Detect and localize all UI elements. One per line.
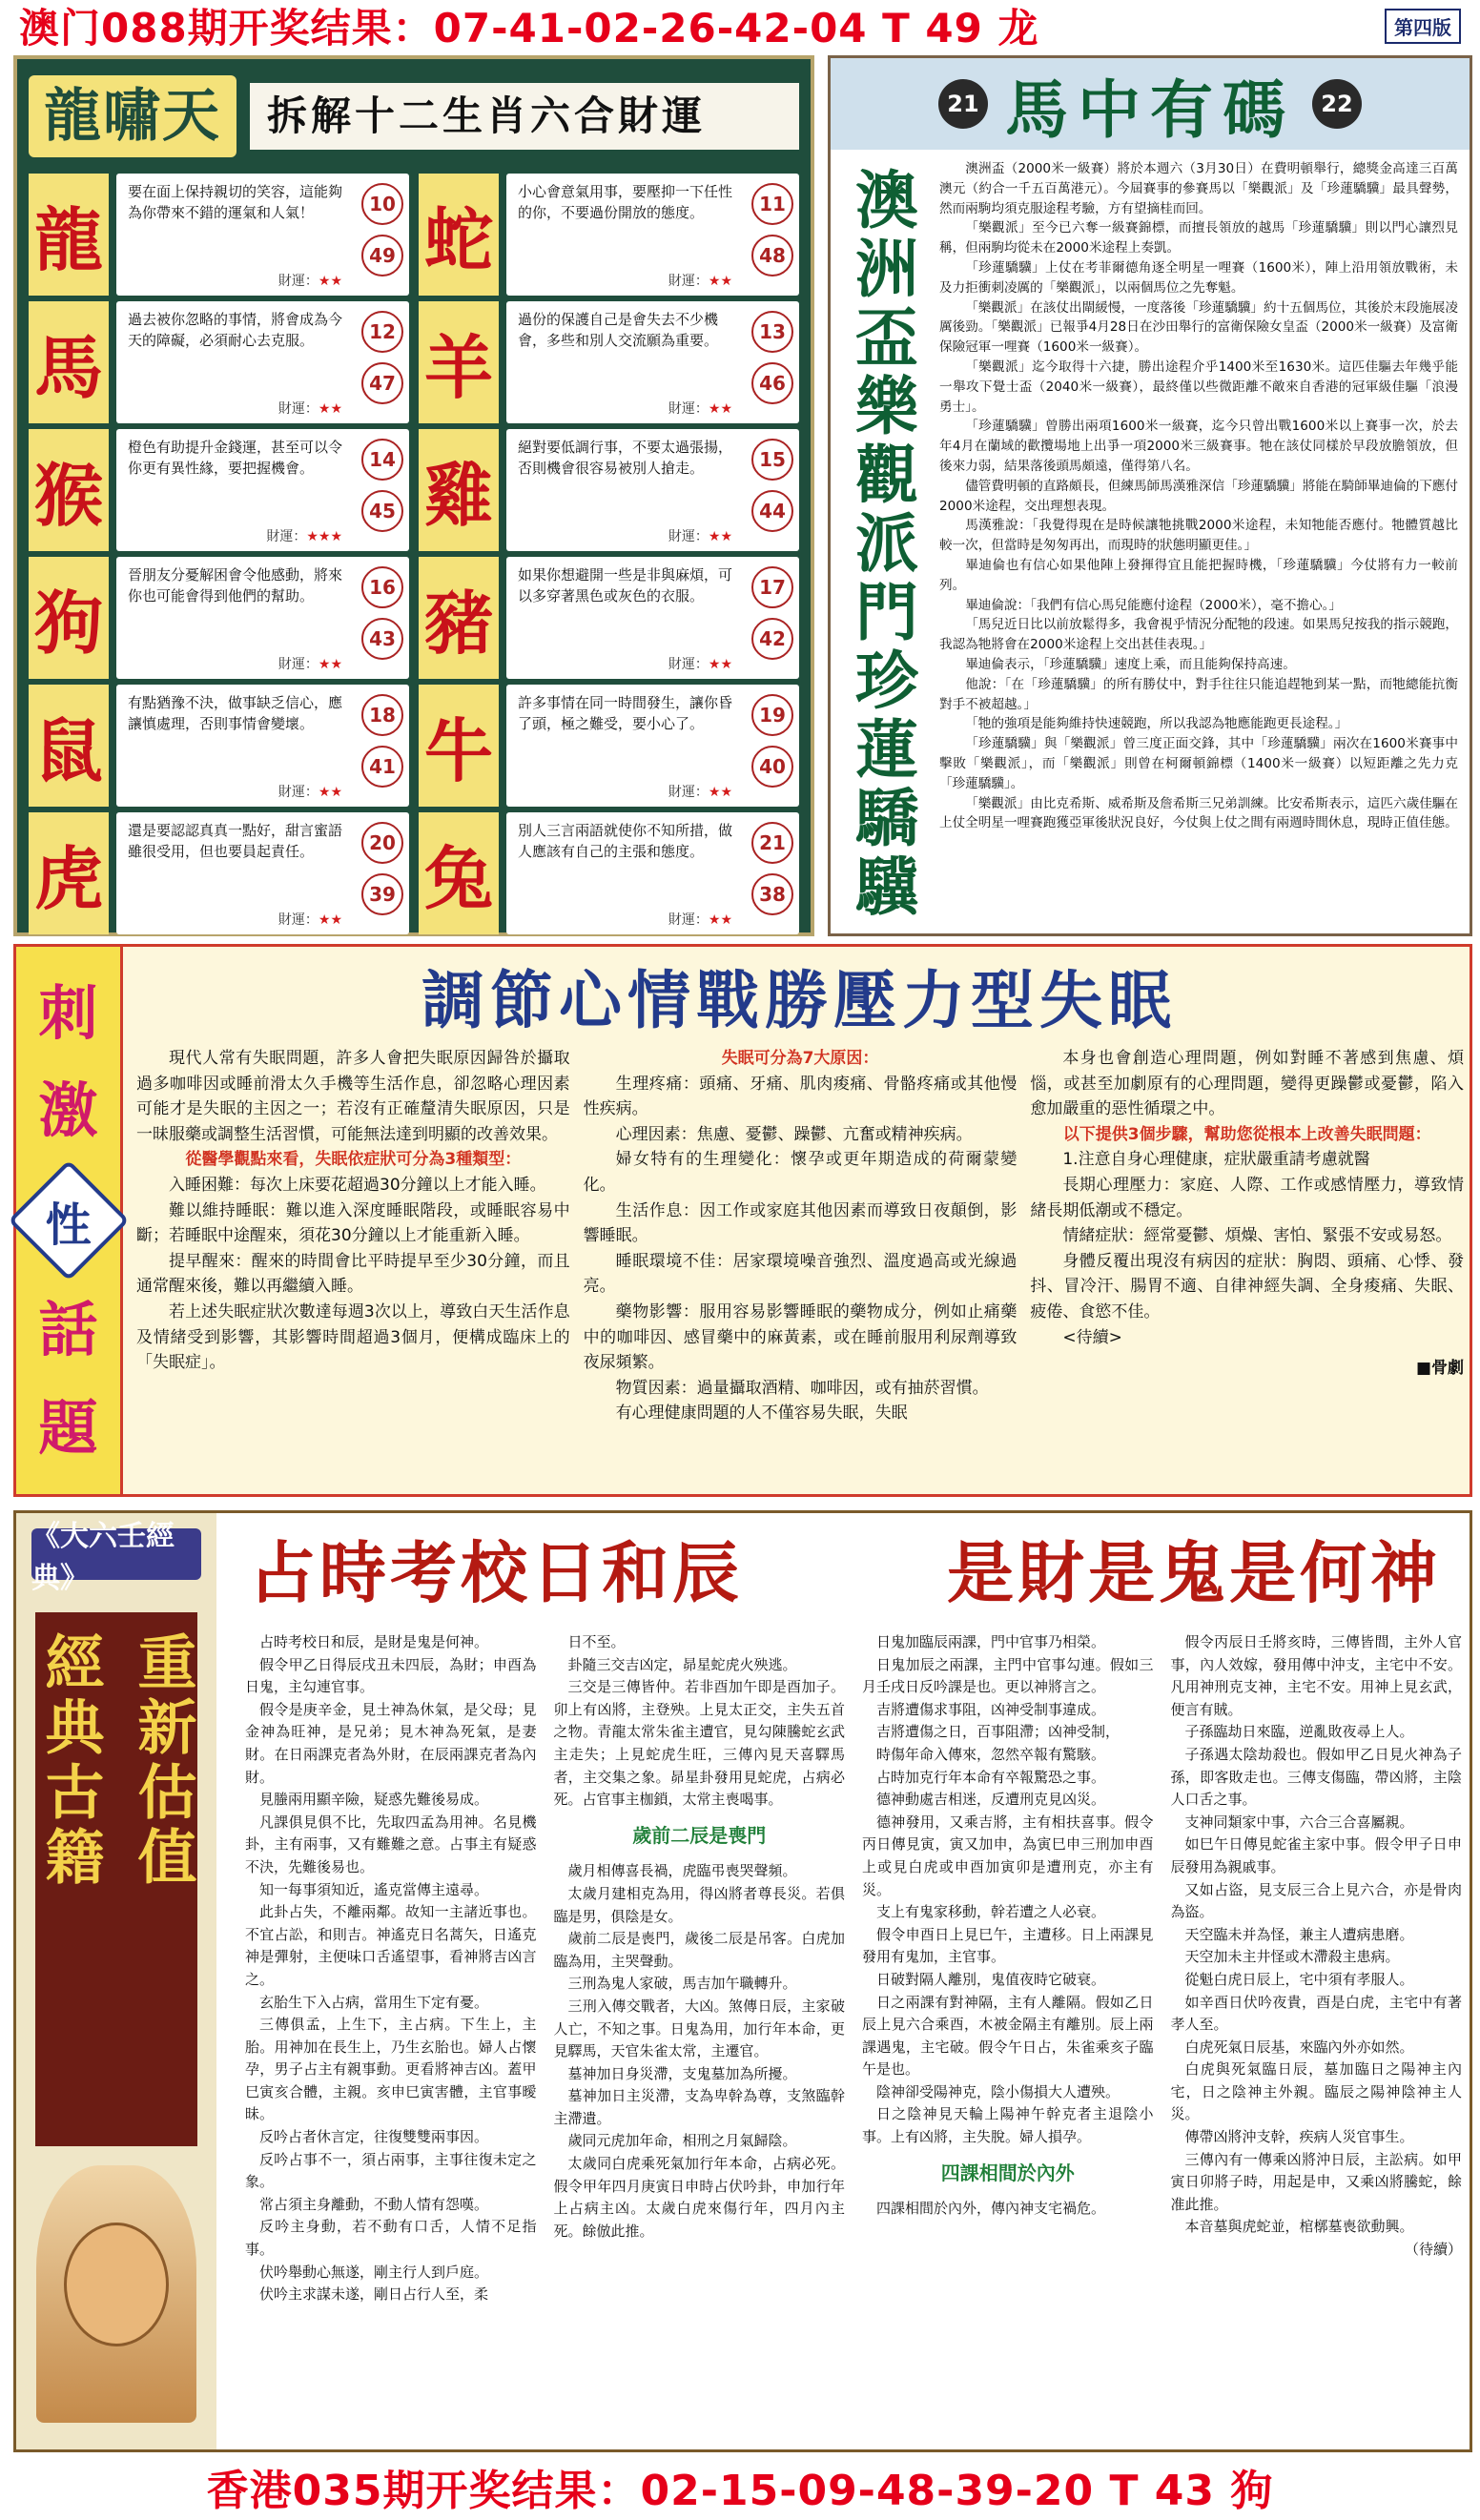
article-paragraph: 支神同類家中事，六合三合喜屬親。 <box>1184 1813 1414 1831</box>
wealth-stars: ★★★ <box>306 529 342 544</box>
lucky-numbers <box>751 822 793 915</box>
article-paragraph: 德神發用，又乘吉將，主有相扶喜事。假令丙日傳見寅，寅又加申，為寅巳申三刑加申酉上或見白虎或申酉加寅卯是遭刑克，亦主有災。 <box>862 1813 1154 1898</box>
article-paragraph: 反吟占事不一，須占兩事，主事往復未定之象。 <box>245 2150 537 2191</box>
wealth-label: 財運： <box>278 274 319 289</box>
topic-badge <box>8 1159 129 1280</box>
wealth-label: 財運： <box>668 657 709 672</box>
zodiac-advice: 許多事情在同一時間發生，讓你昏了頭，極之難受，要小心了。 <box>518 694 733 732</box>
zodiac-sign: 羊 <box>419 301 499 423</box>
article-paragraph: 難以維持睡眠：難以進入深度睡眠階段，或睡眠容易中斷；若睡眠中途醒來，須花30分鐘以上才能重新入睡。 <box>136 1200 570 1246</box>
lucky-numbers <box>751 311 793 404</box>
article-paragraph: 如巳午日傳見蛇雀主家中事。假令甲子日申辰發用為親戚事。 <box>1170 1835 1462 1875</box>
lucky-number: 39 <box>361 873 403 915</box>
lucky-numbers <box>361 694 403 788</box>
wealth-stars: ★★ <box>318 274 342 289</box>
wealth-label: 財運： <box>668 401 709 417</box>
lucky-number: 41 <box>361 746 403 788</box>
insomnia-headline <box>136 953 1462 1036</box>
article-paragraph: 澳洲盃（2000米一級賽）將於本週六（3月30日）在費明頓舉行，總獎金高達三百萬澳元（約合一千五百萬港元）。今屆賽事的參賽馬以「樂觀派」及「珍蓮驕驥」最具聲勢，然而兩駒均須克服途程考驗，方有望摘桂而回。 <box>939 161 1458 216</box>
bottom-banner <box>0 2458 1480 2515</box>
wealth-stars: ★★ <box>318 657 342 672</box>
zodiac-cell <box>419 429 799 551</box>
article-paragraph: <待續> <box>1062 1327 1122 1347</box>
article-paragraph: 藥物影響：服用容易影響睡眠的藥物成分，例如止痛藥中的咖啡因、感冒藥中的麻黃素，或在睡前服用利尿劑導致夜尿頻繁。 <box>583 1301 1018 1373</box>
article-paragraph: 三傳內有一傳乘凶將沖日辰，主訟病。如甲寅日卯將子時，用起是申，又乘凶將騰蛇，餘准此推。 <box>1170 2150 1462 2213</box>
article-paragraph: 歲前二辰是喪門，歲後二辰是吊客。白虎加臨為用，主哭聲動。 <box>553 1930 845 1970</box>
article-paragraph: 天空加未主井怪或木滯殺主患病。 <box>1184 1948 1400 1966</box>
article-paragraph: 日鬼加臨辰兩課，門中官事乃相榮。 <box>876 1633 1106 1650</box>
article-paragraph: 凡課俱見俱不比，先取四孟為用神。名見機卦，主有兩事，又有難難之意。占事主有疑惑不決，先難後易也。 <box>245 1813 537 1875</box>
article-paragraph: 畢迪倫也有信心如果他陣上發揮得宜且能把握時機，「珍蓮驕驥」今仗將有力一較前列。 <box>939 557 1458 593</box>
zodiac-fortune-box <box>506 429 799 551</box>
lucky-numbers <box>361 439 403 532</box>
zodiac-fortune-box <box>116 174 409 296</box>
wealth-stars: ★★ <box>708 529 732 544</box>
article-paragraph: 「樂觀派」至今已六奪一級賽錦標，而擅長領放的越馬「珍蓮驕驥」則以門心讓烈見稱，但兩駒均從未在2000米途程上奏凱。 <box>939 220 1458 256</box>
wealth-label: 財運： <box>266 529 307 544</box>
article-paragraph: 歲月相傳喜長禍，虎臨弔喪哭聲頻。 <box>567 1862 797 1880</box>
article-paragraph: 「馬兒近日比以前放鬆得多，我會視乎情況分配牠的段速。如果馬兒按我的指示競跑，我認為牠將會在2000米途程上交出甚佳表現。」 <box>939 617 1458 653</box>
article-paragraph: 占時考校日和辰，是財是鬼是何神。 <box>259 1633 489 1650</box>
article-paragraph: 四課相間於內外，傳內神支宅禍危。 <box>876 2200 1106 2218</box>
zodiac-cell <box>419 174 799 296</box>
lucky-number: 45 <box>361 490 403 532</box>
edition-label: 第四版 <box>1385 9 1461 44</box>
article-paragraph: 現代人常有失眠問題，許多人會把失眠原因歸咎於攝取過多咖啡因或睡前滑太久手機等生活作息，卻忽略心理因素可能才是失眠的主因之一；若沒有正確釐清失眠原因，只是一昧服藥或調整生活習慣，可能無法達到明顯的改善效果。 <box>136 1049 570 1144</box>
wealth-label: 財運： <box>668 912 709 928</box>
lucky-number: 19 <box>751 694 793 736</box>
zodiac-fortune-box <box>506 685 799 807</box>
article-paragraph: 占時加克行年本命有卒報驚恐之事。 <box>876 1768 1106 1786</box>
zodiac-advice: 如果你想避開一些是非與麻煩，可以多穿著黑色或灰色的衣服。 <box>518 566 733 604</box>
article-paragraph: 生活作息：因工作或家庭其他因素而導致日夜顛倒，影響睡眠。 <box>583 1200 1018 1246</box>
insomnia-column <box>136 1046 570 1486</box>
section-subhead: 四課相間於內外 <box>940 2161 1075 2184</box>
lucky-number: 40 <box>751 746 793 788</box>
wealth-label: 財運： <box>278 785 319 800</box>
lucky-number: 42 <box>751 618 793 660</box>
article-paragraph: 提早醒來：醒來的時間會比平時提早至少30分鐘，而且通常醒來後，難以再繼續入睡。 <box>136 1251 570 1297</box>
page-badge-right: 22 <box>1312 79 1362 129</box>
article-paragraph: 德神動處吉相迷，反遭刑克見凶災。 <box>876 1791 1106 1809</box>
lucky-numbers <box>751 566 793 660</box>
zodiac-sign: 牛 <box>419 685 499 807</box>
article-paragraph: 反吟主身動，若不動有口舌，人情不足指事。 <box>245 2218 537 2259</box>
sage-portrait <box>36 2165 196 2423</box>
article-paragraph: 情緒症狀：經常憂鬱、煩燥、害怕、緊張不安或易怒。 <box>1062 1226 1452 1246</box>
article-paragraph: 儘管費明頓的直路頗長，但練馬師馬漢雅深信「珍蓮驕驥」將能在騎師畢迪倫的下應付2000米途程，交出理想表現。 <box>939 478 1458 514</box>
article-paragraph: 卦隨三交吉凶定，昴星蛇虎火殃逃。 <box>567 1655 797 1673</box>
article-paragraph: 傳帶凶將沖支幹，疾病人災官事生。 <box>1184 2128 1414 2146</box>
zodiac-sign: 虎 <box>29 812 109 934</box>
article-paragraph: 物質因素：過量攝取酒精、咖啡因，或有抽菸習慣。 <box>615 1378 989 1398</box>
article-paragraph: 三傳俱孟，上生下，主占病。下生上，主胎。用神加在長生上，乃生玄胎也。婦人占懷孕，男子占主有親事動。更看將神吉凶。蓋甲巳寅亥合體，主親。亥申巳寅害體，主官事曖昧。 <box>245 2016 537 2123</box>
article-paragraph: 墓神加日身災滯，支鬼墓加為所擾。 <box>567 2064 797 2082</box>
motto-column: 經典古籍 <box>35 1631 105 1891</box>
article-paragraph: 「樂觀派」迄今取得十六捷，勝出途程介乎1400米至1630米。這匹佳驅去年幾乎能一舉攻下覺士盃（2040米一級賽），最終僅以些微距離不敵來自香港的冠軍級佳驅「浪漫勇士」。 <box>939 359 1458 415</box>
zodiac-grid <box>29 174 799 934</box>
classic-headline-right: 是財是鬼是何神 <box>947 1532 1441 1612</box>
zodiac-fortune-box <box>506 557 799 679</box>
lucky-number: 21 <box>751 822 793 864</box>
classic-column <box>554 1631 846 2446</box>
insomnia-column <box>1030 1046 1464 1486</box>
zodiac-advice: 別人三言兩語就使你不知所措，做人應該有自己的主張和態度。 <box>518 822 733 860</box>
horse-title: 馬中有碼 <box>1005 72 1295 147</box>
zodiac-advice: 過份的保護自己是會失去不少機會，多些和別人交流願為重要。 <box>518 311 719 349</box>
classic-sidebar <box>16 1513 216 2449</box>
zodiac-cell <box>29 174 409 296</box>
zodiac-advice: 橙色有助提升金錢運，甚至可以令你更有異性緣，要把握機會。 <box>128 439 343 477</box>
article-paragraph: 「珍蓮驕驥」曾勝出兩項1600米一級賽，迄今只曾出戰1600米以上賽事一次，於去年4月在蘭域的歡攬場地上出爭一項2000米三級賽事。牠在該仗同樣於早段放膽領放，但後來力弱，結果落後頭馬頗遠，僅得第八名。 <box>939 419 1458 474</box>
zodiac-fortune-box <box>506 812 799 934</box>
topic-char: 激 <box>38 1076 98 1146</box>
article-paragraph: 「珍蓮驕驥」上仗在考菲爾德角逐全明星一哩賽（1600米），陣上沿用領放戰術，未及力拒衝刺凌厲的「樂觀派」，以兩個馬位之先奪魁。 <box>939 259 1458 296</box>
topic-char: 話 <box>38 1295 98 1365</box>
zodiac-sign: 狗 <box>29 557 109 679</box>
zodiac-sign: 鼠 <box>29 685 109 807</box>
zodiac-fortune-box <box>116 685 409 807</box>
zodiac-title: 拆解十二生肖六合財運 <box>250 83 799 150</box>
horse-vertical-text: 澳洲盃樂觀派門珍蓮驕驥 <box>844 167 919 922</box>
article-paragraph: 若上述失眠症狀次數達每週3次以上，導致白天生活作息及情緒受到影響，其影響時間超過3個月，便構成臨床上的「失眠症」。 <box>136 1301 570 1373</box>
zodiac-fortune-box <box>116 812 409 934</box>
classic-scroll-label: 《大六壬經典》 <box>31 1528 201 1580</box>
article-paragraph: 入睡困難：每次上床要花超過30分鐘以上才能入睡。 <box>169 1175 546 1195</box>
article-paragraph: 如辛酉日伏吟夜貴，酉是白虎，主宅中有著孝人至。 <box>1170 1993 1462 2034</box>
insomnia-headline-text: 調節心情戰勝壓力型失眠 <box>421 962 1177 1037</box>
topic-sidebar <box>16 947 123 1494</box>
zodiac-advice: 絕對要低調行事，不要太過張揚，否則機會很容易被別人搶走。 <box>518 439 733 477</box>
wealth-stars: ★★ <box>708 785 732 800</box>
zodiac-header <box>29 71 799 162</box>
article-paragraph: 子孫臨劫日來臨，逆亂敗夜尋上人。 <box>1184 1723 1414 1741</box>
zodiac-cell <box>29 685 409 807</box>
article-paragraph: 常占須主身離動，不動人情有怨嘆。 <box>259 2195 489 2213</box>
article-paragraph: 見螣兩用顯辛險，疑惑先難後易成。 <box>259 1791 489 1809</box>
article-paragraph: 又如占盜，見支辰三合上見六合，亦是骨肉為盜。 <box>1170 1880 1462 1921</box>
topic-char: 性 <box>45 1198 92 1252</box>
article-paragraph: 天空臨未并為怪，兼主人遭病患磨。 <box>1184 1925 1414 1943</box>
wealth-stars: ★★ <box>708 657 732 672</box>
article-paragraph: 「牠的強項是能夠維持快速競跑，所以我認為牠應能跑更長途程。」 <box>965 716 1348 732</box>
zodiac-cell <box>419 301 799 423</box>
article-paragraph: 假令甲乙日得辰戌丑未四辰，為財；申酉為日鬼，主勾連官事。 <box>245 1655 537 1696</box>
lucky-number: 15 <box>751 439 793 481</box>
lucky-number: 44 <box>751 490 793 532</box>
lucky-number: 14 <box>361 439 403 481</box>
zodiac-fortune-box <box>116 301 409 423</box>
article-paragraph: 伏吟主求謀未遂，剛日占行人至，柔 <box>259 2285 489 2304</box>
article-paragraph: 「樂觀派」由比克希斯、威希斯及詹希斯三兄弟訓練。比安希斯表示，這匹六歲佳驅在上仗全明星一哩賽跑獲亞軍後狀況良好，今仗與上仗之間有兩週時間休息，現時正值佳態。 <box>939 795 1458 831</box>
section-subhead: 以下提供3個步驟，幫助您從根本上改善失眠問題： <box>1062 1124 1431 1144</box>
lucky-numbers <box>751 183 793 277</box>
zodiac-cell <box>29 812 409 934</box>
classic-section <box>13 1510 1472 2452</box>
zodiac-advice: 還是要認認真真一點好，甜言蜜語雖很受用，但也要員起責任。 <box>128 822 343 860</box>
hongkong-result: 香港035期开奖结果：02-15-09-48-39-20 T 43 狗 <box>206 2467 1274 2515</box>
article-paragraph: 日之陰神見天輪上陽神午幹克者主退陰小事。上有凶將，主失脫。婦人損孕。 <box>862 2105 1154 2146</box>
zodiac-sign: 兔 <box>419 812 499 934</box>
classic-headline-left: 占時考校日和辰 <box>249 1532 743 1612</box>
article-paragraph: 日之兩課有對神隔，主有人離隔。假如乙日辰上見六合乘酉，木被金隔主有離別。辰上兩課遇鬼，主宅破。假令午日占，朱雀乘亥子臨午是也。 <box>862 1993 1154 2079</box>
lucky-numbers <box>361 311 403 404</box>
article-paragraph: 1.注意自身心理健康，症狀嚴重請考慮就醫 <box>1062 1150 1370 1170</box>
classic-column <box>1171 1631 1463 2446</box>
article-paragraph: 吉將遭傷之日，百事阻滯；凶神受制， <box>876 1723 1120 1741</box>
zodiac-advice: 小心會意氣用事，要壓抑一下任性的你，不要過份開放的態度。 <box>518 183 733 221</box>
article-paragraph: 日鬼加辰之兩課，主門中官事勾連。假如三月壬戌日反吟課是也。更以神將言之。 <box>862 1655 1154 1696</box>
horse-vertical-headline <box>831 150 934 930</box>
lucky-number: 18 <box>361 694 403 736</box>
article-paragraph: 白虎與死氣臨日辰，墓加臨日之陽神主內宅，日之陰神主外親。臨辰之陽神陰神主人災。 <box>1170 2060 1462 2123</box>
classic-motto <box>35 1612 197 2146</box>
lucky-number: 17 <box>751 566 793 608</box>
zodiac-cell <box>419 685 799 807</box>
article-paragraph: 三刑入傳交戰者，大凶。煞傳日辰，主家破人亡，不知之事。日鬼為用，加行年本命，更見驛馬，天官朱雀太常，主遷官。 <box>553 1997 845 2060</box>
article-paragraph: 知一每事須知近，遙克當傳主遠尋。 <box>259 1880 489 1898</box>
lucky-number: 10 <box>361 183 403 225</box>
lucky-number: 13 <box>751 311 793 353</box>
article-paragraph: 假令丙辰日壬將亥時，三傳皆間，主外人官事，內人效嫁，發用傳中沖支，主宅中不安。凡用神刑克支神，主宅不安。用神上見玄武，便言有賊。 <box>1170 1633 1462 1718</box>
lucky-number: 16 <box>361 566 403 608</box>
lucky-numbers <box>361 566 403 660</box>
lucky-number: 47 <box>361 362 403 404</box>
lucky-number: 49 <box>361 235 403 277</box>
lucky-number: 46 <box>751 362 793 404</box>
lucky-number: 48 <box>751 235 793 277</box>
page-badge-left: 21 <box>938 79 988 129</box>
horse-article <box>934 150 1470 930</box>
article-paragraph: 反吟占者休言定，往復雙雙兩事因。 <box>259 2128 489 2146</box>
topic-char: 題 <box>38 1393 98 1464</box>
article-paragraph: 子孫遇太陰劫殺也。假如甲乙日見火神為子孫，即客敗走也。三傳支傷臨，帶凶將，主陰人口舌之事。 <box>1170 1745 1462 1809</box>
article-paragraph: 時傷年命入傳來，忽然卒報有驚駭。 <box>876 1745 1106 1763</box>
section-subhead: 歲前二辰是喪門 <box>632 1823 767 1847</box>
article-paragraph: 三交是三傳皆仲。若非酉加午即是酉加子。卯上有凶將，主登殃。上見太正交，主失五首之物。青龍太常朱雀主遭官，見勾陳騰蛇玄武主走失；上見蛇虎生旺，三傳內見天喜驛馬者，主交集之象。昴星卦發用見蛇虎，占病必死。占官事主枷鎖，太常主喪喝事。 <box>553 1678 845 1809</box>
insomnia-columns <box>136 1046 1464 1486</box>
topic-char: 刺 <box>38 977 98 1048</box>
article-paragraph: 馬漢雅說：「我覺得現在是時候讓牠挑戰2000米途程，未知牠能否應付。牠體質越比較一次，但當時是匆匆再出，而現時的狀態明顯更佳。」 <box>939 518 1458 554</box>
face-illustration <box>64 2223 169 2346</box>
lucky-numbers <box>751 439 793 532</box>
lucky-numbers <box>361 822 403 915</box>
zodiac-sign: 雞 <box>419 429 499 551</box>
zodiac-sign: 蛇 <box>419 174 499 296</box>
article-paragraph: 三刑為鬼人家破，馬吉加午職轉升。 <box>567 1975 797 1993</box>
article-paragraph: 長期心理壓力：家庭、人際、工作或感情壓力，導致情緒長期低潮或不穩定。 <box>1030 1175 1465 1220</box>
article-paragraph: 吉將遭傷求事阻，凶神受制事違成。 <box>876 1700 1106 1718</box>
article-paragraph: 支上有鬼家移動，幹若遭之人必衰。 <box>876 1903 1106 1921</box>
wealth-label: 財運： <box>278 657 319 672</box>
classic-headline <box>230 1521 1460 1614</box>
wealth-label: 財運： <box>278 912 319 928</box>
lucky-number: 12 <box>361 311 403 353</box>
zodiac-sign: 龍 <box>29 174 109 296</box>
zodiac-fortune-box <box>506 174 799 296</box>
article-paragraph: 陰神卻受陽神克，陰小傷損大人遭殃。 <box>876 2082 1120 2100</box>
article-paragraph: 本音墓與虎蛇並，棺槨墓喪欲動興。 <box>1184 2218 1414 2236</box>
section-subhead: 失眠可分為7大原因： <box>721 1049 879 1068</box>
lucky-number: 43 <box>361 618 403 660</box>
zodiac-advice: 過去被你忽略的事情，將會成為今天的障礙，必須耐心去克服。 <box>128 311 343 349</box>
zodiac-fortune-box <box>116 429 409 551</box>
article-paragraph: 此卦占失，不離兩鄰。故知一主諸近事也。不宜占訟，和則吉。神遙克日名蒿矢，日遙克神是彈射，主便味口舌遙望事，看神將吉凶言之。 <box>245 1903 537 1988</box>
zodiac-sign: 猴 <box>29 429 109 551</box>
wealth-stars: ★★ <box>708 401 732 417</box>
article-paragraph: 日破對隔人離別，鬼值夜時它破衰。 <box>876 1970 1106 1988</box>
article-paragraph: 「樂觀派」在該仗出閘緩慢，一度落後「珍蓮驕驥」約十五個馬位，其後於末段施展凌厲後勁。「樂觀派」已報爭4月28日在沙田舉行的富衛保險女皇盃（2000米一級賽）及富衛保險冠軍一哩賽（1600米一級賽）。 <box>939 299 1458 356</box>
article-paragraph: 日不至。 <box>567 1633 626 1650</box>
article-paragraph: 有心理健康問題的人不僅容易失眠，失眠 <box>615 1403 908 1424</box>
article-paragraph: 太歲月建相克為用，得凶將者尊長災。若俱臨是男，俱陰是女。 <box>553 1884 845 1925</box>
wealth-stars: ★★ <box>318 912 342 928</box>
wealth-stars: ★★ <box>318 785 342 800</box>
wealth-label: 財運： <box>668 529 709 544</box>
classic-columns <box>245 1631 1462 2446</box>
wealth-label: 財運： <box>668 274 709 289</box>
zodiac-cell <box>419 812 799 934</box>
classic-column <box>245 1631 537 2446</box>
zodiac-advice: 有點猶豫不決，做事缺乏信心，應讓慎處理，否則事情會變壞。 <box>128 694 343 732</box>
zodiac-cell <box>29 557 409 679</box>
classic-column <box>862 1631 1154 2446</box>
article-paragraph: 從魁白虎日辰上，宅中須有孝服人。 <box>1184 1970 1414 1988</box>
article-paragraph: 畢迪倫說：「我們有信心馬兒能應付途程（2000米），毫不擔心。」 <box>965 597 1343 613</box>
zodiac-cell <box>419 557 799 679</box>
article-paragraph: 生理疼痛：頭痛、牙痛、肌肉痠痛、骨骼疼痛或其他慢性疾病。 <box>583 1074 1018 1119</box>
article-paragraph: 伏吟舉動心無遂，剛主行人到戶庭。 <box>259 2263 489 2281</box>
article-paragraph: 墓神加日主災滯，支為卑幹為尊，支煞臨幹主滯遺。 <box>553 2087 845 2127</box>
wealth-label: 財運： <box>668 785 709 800</box>
article-paragraph: 歲同元虎加年命，相刑之月氣歸陰。 <box>567 2132 797 2150</box>
article-paragraph: 本身也會創造心理問題，例如對睡不著感到焦慮、煩惱，或甚至加劇原有的心理問題，變得更躁鬱或憂鬱，陷入愈加嚴重的惡性循環之中。 <box>1030 1049 1465 1119</box>
continued-note: （待續） <box>1404 2241 1462 2259</box>
article-paragraph: 婦女特有的生理變化：懷孕或更年期造成的荷爾蒙變化。 <box>583 1150 1018 1195</box>
article-paragraph: 他說：「在「珍蓮驕驥」的所有勝仗中，對手往往只能追趕牠到某一點，而牠總能抗衡對手不被超越。」 <box>939 676 1458 712</box>
wealth-stars: ★★ <box>708 912 732 928</box>
lucky-numbers <box>751 694 793 788</box>
insomnia-section <box>13 944 1472 1497</box>
lucky-number: 38 <box>751 873 793 915</box>
wealth-stars: ★★ <box>318 401 342 417</box>
horse-header <box>831 58 1470 150</box>
insomnia-column <box>584 1046 1018 1486</box>
lucky-numbers <box>361 183 403 277</box>
zodiac-cell <box>29 301 409 423</box>
wealth-stars: ★★ <box>708 274 732 289</box>
zodiac-advice: 晉朋友分憂解困會令他感動，將來你也可能會得到他們的幫助。 <box>128 566 343 604</box>
horse-panel <box>828 55 1472 936</box>
article-paragraph: 假令申酉日上見巳午，主遭移。日上兩課見發用有鬼加，主官事。 <box>862 1925 1154 1966</box>
article-paragraph: 睡眠環境不佳：居家環境噪音強烈、溫度過高或光線過亮。 <box>583 1251 1018 1297</box>
motto-column: 重新估值 <box>128 1631 197 1891</box>
article-paragraph: 心理因素：焦慮、憂鬱、躁鬱、亢奮或精神疾病。 <box>615 1124 973 1144</box>
lucky-number: 20 <box>361 822 403 864</box>
zodiac-sign: 馬 <box>29 301 109 423</box>
author-byline: ■骨劇 <box>1415 1359 1465 1379</box>
article-paragraph: 假令是庚辛金，見土神為休氣，是父母；見金神為旺神，是兄弟；見木神為死氣，是妻財。在日兩課克者為外財，在辰兩課克者為內財。 <box>245 1700 537 1786</box>
article-paragraph: 太歲同白虎乘死氣加行年本命，占病必死。假令甲年四月庚寅日申時占伏吟卦，申加行年上占病主凶。太歲白虎來傷行年，四月內主死。餘倣此推。 <box>553 2155 845 2240</box>
top-banner <box>0 0 1480 51</box>
zodiac-panel <box>13 55 814 936</box>
zodiac-fortune-box <box>506 301 799 423</box>
article-paragraph: 白虎死氣日辰基，來臨內外亦如然。 <box>1184 2038 1414 2056</box>
lucky-number: 11 <box>751 183 793 225</box>
article-paragraph: 「珍蓮驕驥」與「樂觀派」曾三度正面交鋒，其中「珍蓮驕驥」兩次在1600米賽事中擊敗「樂觀派」，而「樂觀派」則曾在柯爾頓錦標（1400米一級賽）以短距離之先力克「珍蓮驕驥」。 <box>939 736 1458 791</box>
zodiac-advice: 要在面上保持親切的笑容，這能夠為你帶來不錯的運氣和人氣！ <box>128 183 343 221</box>
section-subhead: 從醫學觀點來看，失眠依症狀可分為3種類型： <box>185 1150 522 1170</box>
wealth-label: 財運： <box>278 401 319 417</box>
zodiac-sign: 豬 <box>419 557 499 679</box>
zodiac-fortune-box <box>116 557 409 679</box>
zodiac-cell <box>29 429 409 551</box>
zodiac-brand: 龍嘯天 <box>29 75 236 157</box>
article-paragraph: 玄胎生下入占病，當用生下定有憂。 <box>259 1993 489 2011</box>
article-paragraph: 畢迪倫表示，「珍蓮驕驥」速度上乘，而且能夠保持高速。 <box>965 656 1296 672</box>
macau-result: 澳门088期开奖结果：07-41-02-26-42-04 T 49 龙 <box>19 5 1039 51</box>
article-paragraph: 身體反覆出現沒有病因的症狀：胸悶、頭痛、心悸、發抖、冒冷汗、腸胃不適、自律神經失調、全身痠痛、失眠、疲倦、食慾不佳。 <box>1030 1251 1465 1321</box>
